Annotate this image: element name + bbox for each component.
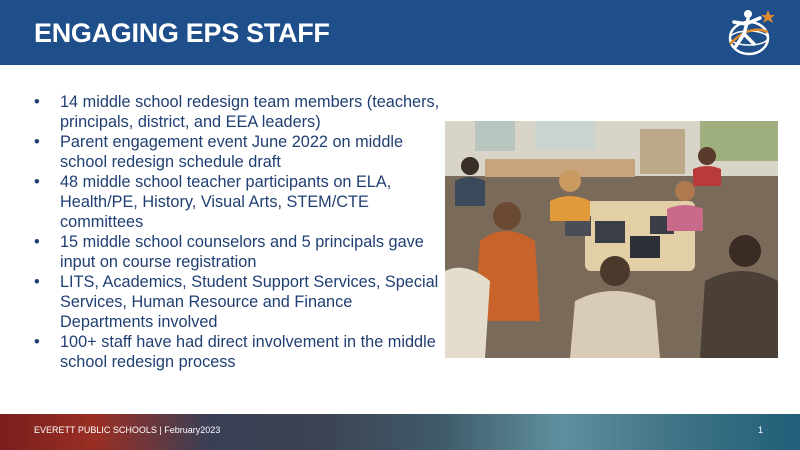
- bullet-item: [30, 132, 440, 172]
- bullet-text: 100+ staff have had direct involvement in the middle school redesign process: [60, 333, 436, 371]
- bullet-list: [30, 92, 440, 372]
- bullet-text: 14 middle school redesign team members (teachers, principals, district, and EEA leaders): [60, 93, 440, 131]
- page-title: ENGAGING EPS STAFF: [34, 18, 330, 48]
- everett-public-schools-logo-icon: [722, 4, 780, 62]
- bullet-item: [30, 272, 440, 332]
- bullet-item: [30, 232, 440, 272]
- bullet-marker: •: [34, 133, 40, 151]
- bullet-text: 15 middle school counselors and 5 principals gave input on course registration: [60, 233, 424, 271]
- bullet-text: Parent engagement event June 2022 on middle school redesign schedule draft: [60, 133, 404, 171]
- bullet-item: [30, 92, 440, 132]
- bullet-marker: •: [34, 333, 40, 351]
- bullet-item: [30, 172, 440, 232]
- footer-text: EVERETT PUBLIC SCHOOLS | February2023: [34, 425, 221, 435]
- bullet-text: LITS, Academics, Student Support Services, Special Services, Human Resource and Finance Departments involved: [60, 273, 439, 331]
- bullet-marker: •: [34, 93, 40, 111]
- footer-bar: [0, 414, 800, 450]
- bullet-item: [30, 332, 440, 372]
- bullet-marker: •: [34, 173, 40, 191]
- bullet-text: 48 middle school teacher participants on ELA, Health/PE, History, Visual Arts, STEM/CTE committees: [60, 173, 392, 231]
- bullet-marker: •: [34, 233, 40, 251]
- title-bar: [0, 0, 800, 65]
- bullet-marker: •: [34, 273, 40, 291]
- staff-meeting-photo: [445, 121, 778, 358]
- page-number: 1: [758, 425, 764, 435]
